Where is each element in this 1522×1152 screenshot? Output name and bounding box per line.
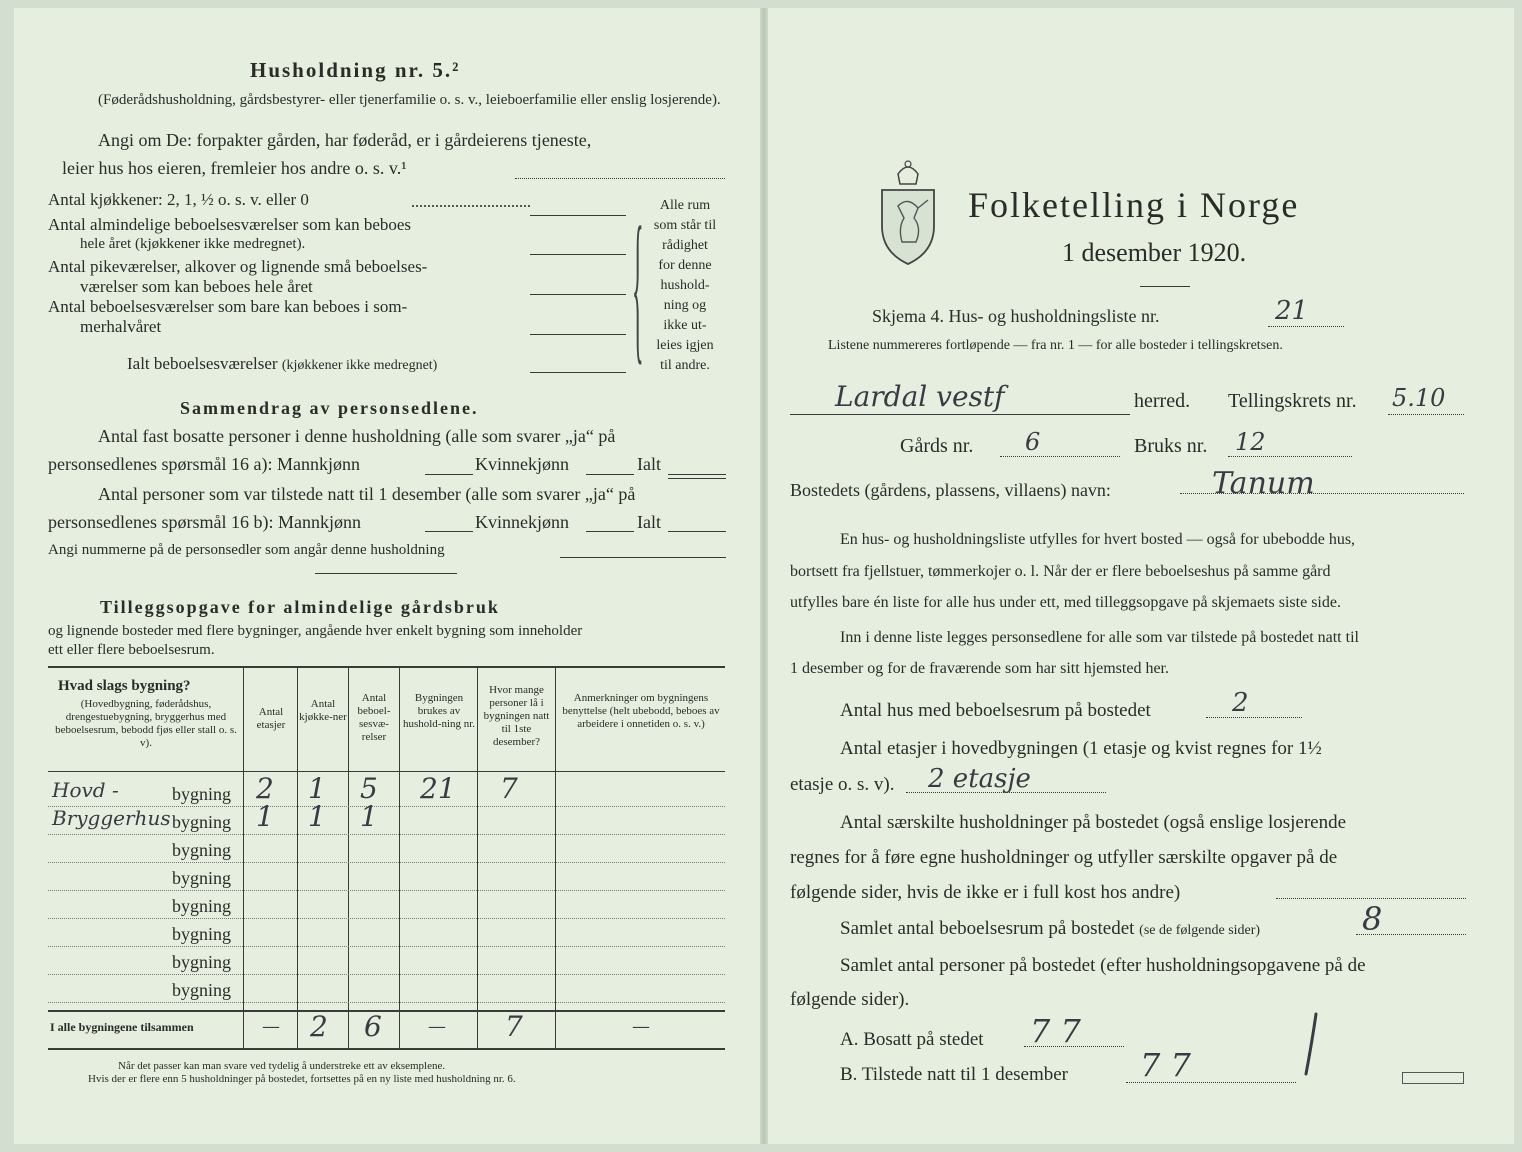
table-cell: 5 xyxy=(360,772,378,805)
angi-line2: leier hus hos eieren, fremleier hos andre o. s. v.¹ xyxy=(62,158,407,178)
supplement-line2: ett eller flere beboelsesrum. xyxy=(48,642,215,658)
gards-fill xyxy=(1000,456,1120,457)
table-head-personer: Hvor mange personer lå i bygningen natt til 1ste desember? xyxy=(483,684,550,748)
table-row-line xyxy=(48,974,725,975)
bosted-value: Tanum xyxy=(1212,466,1315,501)
summary-ialt-label: Ialt xyxy=(637,454,661,474)
gards-label: Gårds nr. xyxy=(900,435,974,457)
side-note: Alle rum som står til rådighet for denne hushold- ning og ikke ut- leies igjen til andre. xyxy=(653,198,717,373)
table-head-col1-note: (Hovedbygning, føderådshus, drengestuebygning, bryggerhus med beboelsesrum, bebodd fjøs eller stall o. s. v). xyxy=(55,698,237,749)
summer-fill xyxy=(530,334,626,335)
angi-line1: Angi om De: forpakter gården, har føderåd, er i gårdeierens tjeneste, xyxy=(98,130,592,150)
table-cell: 1 xyxy=(256,800,274,833)
krets-fill xyxy=(1388,414,1464,415)
total-rum: 6 xyxy=(364,1010,382,1043)
bosatt-label: A. Bosatt på stedet xyxy=(840,1029,984,1050)
table-row-label: bygning xyxy=(172,784,232,804)
herred-fill xyxy=(790,414,1130,415)
table-cell: 7 xyxy=(500,772,518,805)
bruks-label: Bruks nr. xyxy=(1134,435,1208,457)
pers-line2: følgende sider). xyxy=(790,989,910,1010)
table-head-bottom xyxy=(48,771,725,772)
title-divider xyxy=(1140,286,1190,287)
main-title: Folketelling i Norge xyxy=(968,185,1300,225)
etasjer-line2: etasje o. s. v). xyxy=(790,774,895,795)
mann-fill-a xyxy=(425,474,473,475)
rooms-line1: Antal almindelige beboelsesværelser som kan beboes xyxy=(48,215,412,234)
hush-fill xyxy=(1276,898,1466,899)
ialt-fill-a xyxy=(668,474,726,475)
supplement-title: Tilleggsopgave for almindelige gårdsbruk xyxy=(100,597,500,617)
bosatt-fill xyxy=(1024,1046,1124,1047)
table-row-label: bygning xyxy=(172,924,232,944)
table-col-line-1 xyxy=(243,666,244,1048)
hush-line3: følgende sider, hvis de ikke er i full kost hos andre) xyxy=(790,882,1181,903)
rum-label: Samlet antal beboelsesrum på bostedet (se de følgende sider) xyxy=(840,918,1261,939)
table-cell: 2 xyxy=(256,772,274,805)
summary-line4: personsedlenes spørsmål 16 b): Mannkjønn xyxy=(48,512,361,532)
herred-value: Lardal vestf xyxy=(835,380,1005,413)
table-cell: 1 xyxy=(360,800,378,833)
krets-label: Tellingskrets nr. xyxy=(1228,390,1357,412)
table-row-label: bygning xyxy=(172,812,232,832)
total-etasjer: — xyxy=(262,1016,280,1037)
table-row-name: Hovd - xyxy=(52,778,119,802)
table-row-label: bygning xyxy=(172,952,232,972)
page-fold xyxy=(760,8,768,1144)
kvinne-fill-a xyxy=(586,474,634,475)
footnote-1: Når det passer kan man svare ved tydelig å understreke ett av eksemplene. xyxy=(118,1060,446,1072)
maid-line1: Antal pikeværelser, alkover og lignende små beboelses- xyxy=(48,257,428,276)
table-total-top xyxy=(48,1010,725,1012)
census-date: 1 desember 1920. xyxy=(1062,238,1247,267)
summary-ialt-label-b: Ialt xyxy=(637,512,661,532)
hus-fill xyxy=(1206,717,1302,718)
table-col-line-5 xyxy=(477,666,478,1048)
table-cell: 1 xyxy=(308,772,326,805)
list-note: Listene nummereres fortløpende — fra nr. 1 — for alle bosteder i tellingskretsen. xyxy=(828,338,1283,353)
angi-numbers-fill xyxy=(560,557,726,558)
ialt-fill-a2 xyxy=(668,478,726,479)
summer-line2: merhalvåret xyxy=(80,317,162,336)
kitchens-label: Antal kjøkkener: 2, 1, ½ o. s. v. eller 0 xyxy=(48,190,309,209)
summary-title: Sammendrag av personsedlene. xyxy=(180,398,479,418)
table-row-line xyxy=(48,834,725,835)
schema-label: Skjema 4. Hus- og husholdningsliste nr. xyxy=(872,306,1160,326)
hush-line2: regnes for å føre egne husholdninger og utfyller særskilte opgaver på de xyxy=(790,847,1338,868)
table-cell: 1 xyxy=(308,800,326,833)
schema-fill xyxy=(1268,326,1344,327)
hus-label: Antal hus med beboelsesrum på bostedet xyxy=(840,700,1151,721)
table-row-label: bygning xyxy=(172,840,232,860)
rooms-fill xyxy=(530,254,626,255)
table-row-label: bygning xyxy=(172,868,232,888)
rum-value: 8 xyxy=(1362,900,1383,938)
etasjer-value: 2 etasje xyxy=(928,764,1031,794)
table-col-line-3 xyxy=(348,666,349,1048)
table-col-line-6 xyxy=(555,666,556,1048)
bosted-fill xyxy=(1180,493,1464,494)
tilstede-label: B. Tilstede natt til 1 desember xyxy=(840,1064,1068,1085)
instr-1: En hus- og husholdningsliste utfylles for hvert bosted — også for ubebodde hus, xyxy=(840,531,1356,548)
hus-value: 2 xyxy=(1232,688,1249,718)
bosatt-value: 7 7 xyxy=(1030,1012,1081,1050)
angi-fill-line xyxy=(515,178,725,179)
table-head-anmerkninger: Anmerkninger om bygningens benyttelse (helt ubebodd, beboes av arbeidere i onnetiden o. s. v.) xyxy=(562,692,720,730)
maid-fill xyxy=(530,294,626,295)
footnote-2: Hvis der er flere enn 5 husholdninger på bostedet, fortsettes på en ny liste med husholdning nr. 6. xyxy=(88,1073,516,1085)
table-cell: 21 xyxy=(420,772,456,805)
supplement-line1: og lignende bosteder med flere bygninger, angående hver enkelt bygning som inneholder xyxy=(48,623,583,639)
table-top xyxy=(48,666,725,668)
etasjer-fill xyxy=(906,792,1106,793)
summary-kvinne-label: Kvinnekjønn xyxy=(475,454,569,474)
summer-line1: Antal beboelsesværelser som bare kan beboes i som- xyxy=(48,297,408,316)
table-head-col1-title: Hvad slags bygning? xyxy=(58,678,191,694)
printer-stamp xyxy=(1402,1072,1464,1084)
section-divider xyxy=(315,573,457,574)
instr-4: Inn i denne liste legges personsedlene for alle som var tilstede på bostedet natt til xyxy=(840,629,1359,646)
table-row-line xyxy=(48,890,725,891)
table-total-label: I alle bygningene tilsammen xyxy=(50,1020,194,1034)
schema-number: 21 xyxy=(1275,296,1309,326)
pers-line1: Samlet antal personer på bostedet (efter husholdningsopgavene på de xyxy=(840,955,1366,976)
table-head-husholdning: Bygningen brukes av hushold-ning nr. xyxy=(402,692,476,730)
table-head-kjokkener: Antal kjøkke-ner xyxy=(299,698,347,723)
coat-of-arms-icon xyxy=(872,156,944,268)
gards-value: 6 xyxy=(1025,428,1041,456)
kitchens-dots xyxy=(412,205,530,207)
mann-fill-b xyxy=(425,531,473,532)
table-row-name: Bryggerhus xyxy=(52,806,171,830)
rum-fill xyxy=(1356,934,1466,935)
total-anmerkninger: — xyxy=(632,1016,650,1037)
krets-value: 5.10 xyxy=(1392,384,1446,412)
bruks-fill xyxy=(1228,456,1352,457)
household-title: Husholdning nr. 5.² xyxy=(250,58,461,82)
tilstede-value: 7 7 xyxy=(1140,1046,1191,1084)
instr-2: bortsett fra fjellstuer, tømmerkojer o. l. Når der er flere beboelseshus på samme gård xyxy=(790,563,1331,580)
rooms-line2: hele året (kjøkkener ikke medregnet). xyxy=(80,236,306,252)
brace: { xyxy=(632,202,644,384)
summary-line3: Antal personer som var tilstede natt til 1 desember (alle som svarer „ja“ på xyxy=(98,484,636,504)
total-kjokkener: 2 xyxy=(310,1010,328,1043)
etasjer-line1: Antal etasjer i hovedbygningen (1 etasje og kvist regnes for 1½ xyxy=(840,738,1322,759)
total-rooms-label: Ialt beboelsesværelser (kjøkkener ikke medregnet) xyxy=(127,354,438,373)
table-bottom xyxy=(48,1048,725,1050)
table-row-label: bygning xyxy=(172,980,232,1000)
hush-line1: Antal særskilte husholdninger på bostedet (også enslige losjerende xyxy=(840,812,1347,833)
tilstede-fill xyxy=(1126,1082,1296,1083)
ialt-fill-b xyxy=(668,531,726,532)
herred-label: herred. xyxy=(1134,390,1191,412)
table-row-line xyxy=(48,918,725,919)
table-head-rum: Antal beboel-sesvæ-relser xyxy=(357,692,391,743)
table-row-line xyxy=(48,862,725,863)
table-col-line-4 xyxy=(399,666,400,1048)
table-row-line xyxy=(48,1002,725,1003)
bosted-label: Bostedets (gårdens, plassens, villaens) navn: xyxy=(790,480,1111,500)
bruks-value: 12 xyxy=(1235,428,1266,456)
table-row-line xyxy=(48,946,725,947)
instr-3: utfylles bare én liste for alle hus under ett, med tilleggsopgave på skjemaets siste side. xyxy=(790,594,1341,611)
table-head-etasjer: Antal etasjer xyxy=(256,706,286,731)
total-personer: 7 xyxy=(505,1010,523,1043)
kvinne-fill-b xyxy=(586,531,634,532)
table-col-line-2 xyxy=(297,666,298,1048)
instr-5: 1 desember og for de fraværende som har sitt hjemsted her. xyxy=(790,660,1169,677)
summary-line1: Antal fast bosatte personer i denne husholdning (alle som svarer „ja“ på xyxy=(98,426,616,446)
summary-line2: personsedlenes spørsmål 16 a): Mannkjønn xyxy=(48,454,360,474)
handwritten-stroke xyxy=(1296,1010,1326,1080)
angi-numbers: Angi nummerne på de personsedler som angår denne husholdning xyxy=(48,542,445,558)
total-rooms-fill xyxy=(530,372,626,373)
maid-line2: værelser som kan beboes hele året xyxy=(80,277,313,296)
kitchens-fill xyxy=(530,215,626,216)
summary-kvinne-label-b: Kvinnekjønn xyxy=(475,512,569,532)
household-note: (Føderådshusholdning, gårdsbestyrer- eller tjenerfamilie o. s. v., leieboerfamilie eller enslig losjerende). xyxy=(98,92,721,108)
table-row-label: bygning xyxy=(172,896,232,916)
total-husholdning: — xyxy=(428,1016,446,1037)
